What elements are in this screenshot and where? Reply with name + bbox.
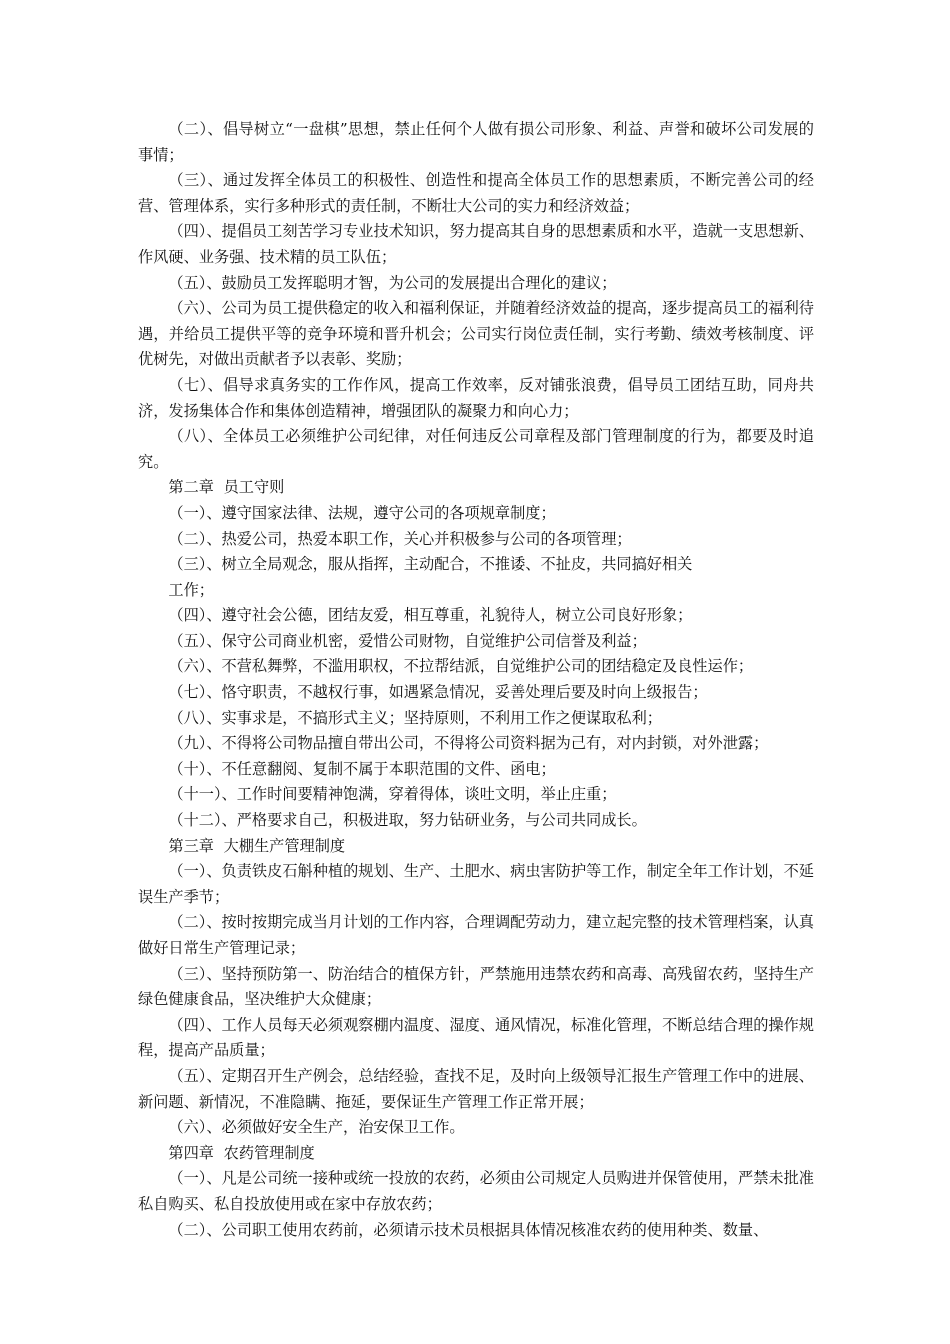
paragraph: （十一）、工作时间要精神饱满，穿着得体，谈吐文明，举止庄重； bbox=[168, 785, 617, 804]
paragraph: （六）、不营私舞弊，不滥用职权，不拉帮结派，自觉维护公司的团结稳定及良性运作； bbox=[168, 657, 754, 676]
paragraph: （四）、遵守社会公德，团结友爱，相互尊重，礼貌待人，树立公司良好形象； bbox=[168, 606, 693, 625]
chapter-heading: 第三章 大棚生产管理制度 bbox=[168, 836, 346, 855]
paragraph: （六）、必须做好安全生产，治安保卫工作。 bbox=[168, 1118, 465, 1137]
paragraph: （一）、遵守国家法律、法规，遵守公司的各项规章制度； bbox=[168, 503, 556, 522]
paragraph: （三）、通过发挥全体员工的积极性、创造性和提高全体员工作的思想素质，不断完善公司的经营、管理体系，实行多种形式的责任制，不断壮大公司的实力和经济效益； bbox=[138, 171, 814, 215]
paragraph: （八）、全体员工必须维护公司纪律，对任何违反公司章程及部门管理制度的行为，都要及时追究。 bbox=[138, 427, 814, 471]
paragraph: （十二）、严格要求自己，积极进取，努力钻研业务，与公司共同成长。 bbox=[168, 811, 647, 830]
chapter-heading: 第二章 员工守则 bbox=[168, 478, 285, 497]
paragraph: （七）、倡导求真务实的工作作风，提高工作效率，反对铺张浪费，倡导员工团结互助，同舟共济，发扬集体合作和集体创造精神，增强团队的凝聚力和向心力； bbox=[138, 375, 814, 420]
paragraph: （四）、提倡员工刻苦学习专业技术知识，努力提高其自身的思想素质和水平，造就一支思想新、作风硬、业务强、技术精的员工队伍； bbox=[138, 222, 814, 266]
paragraph: （一）、负责铁皮石斛种植的规划、生产、土肥水、病虫害防护等工作，制定全年工作计划，不延误生产季节； bbox=[138, 862, 814, 906]
paragraph: （二）、按时按期完成当月计划的工作内容，合理调配劳动力，建立起完整的技术管理档案，认真做好日常生产管理记录； bbox=[138, 913, 814, 957]
paragraph: （五）、保守公司商业机密，爱惜公司财物，自觉维护公司信誉及利益； bbox=[168, 631, 647, 650]
paragraph: （四）、工作人员每天必须观察棚内温度、湿度、通风情况，标准化管理，不断总结合理的操作规程，提高产品质量； bbox=[138, 1015, 814, 1060]
paragraph: （五）、鼓励员工发挥聪明才智，为公司的发展提出合理化的建议； bbox=[168, 273, 617, 292]
paragraph: （三）、坚持预防第一、防治结合的植保方针，严禁施用违禁农药和高毒、高残留农药，坚持生产绿色健康食品，坚决维护大众健康； bbox=[138, 964, 814, 1009]
chapter-heading: 第四章 农药管理制度 bbox=[168, 1143, 315, 1162]
paragraph: （二）、公司职工使用农药前，必须请示技术员根据具体情况核准农药的使用种类、数量、 bbox=[168, 1220, 769, 1239]
paragraph: （一）、凡是公司统一接种或统一投放的农药，必须由公司规定人员购进并保管使用，严禁未批准私自购买、私自投放使用或在家中存放农药； bbox=[138, 1169, 814, 1213]
paragraph: （二）、热爱公司，热爱本职工作，关心并积极参与公司的各项管理； bbox=[168, 529, 632, 548]
paragraph: （八）、实事求是，不搞形式主义；坚持原则，不利用工作之便谋取私利； bbox=[168, 708, 662, 727]
paragraph: （九）、不得将公司物品擅自带出公司，不得将公司资料据为己有，对内封锁，对外泄露； bbox=[168, 734, 769, 753]
paragraph: （七）、恪守职责，不越权行事，如遇紧急情况，妥善处理后要及时向上级报告； bbox=[168, 683, 708, 702]
paragraph-continuation: 工作； bbox=[168, 580, 214, 599]
paragraph: （三）、树立全局观念，服从指挥，主动配合，不推诿、不扯皮，共同搞好相关 bbox=[168, 555, 693, 574]
document-page bbox=[138, 117, 814, 1243]
paragraph: （五）、定期召开生产例会，总结经验，查找不足，及时向上级领导汇报生产管理工作中的进展、新问题、新情况，不准隐瞒、拖延，要保证生产管理工作正常开展； bbox=[138, 1066, 814, 1111]
paragraph: （二）、倡导树立“一盘棋”思想，禁止任何个人做有损公司形象、利益、声誉和破坏公司发展的事情； bbox=[138, 120, 814, 164]
paragraph: （六）、公司为员工提供稳定的收入和福利保证，并随着经济效益的提高，逐步提高员工的福利待遇，并给员工提供平等的竞争环境和晋升机会；公司实行岗位责任制，实行考勤、绩效考核制度、评优树先，对做出贡献者予以表彰、奖励； bbox=[138, 299, 814, 369]
paragraph: （十）、不任意翻阅、复制不属于本职范围的文件、函电； bbox=[168, 759, 556, 778]
